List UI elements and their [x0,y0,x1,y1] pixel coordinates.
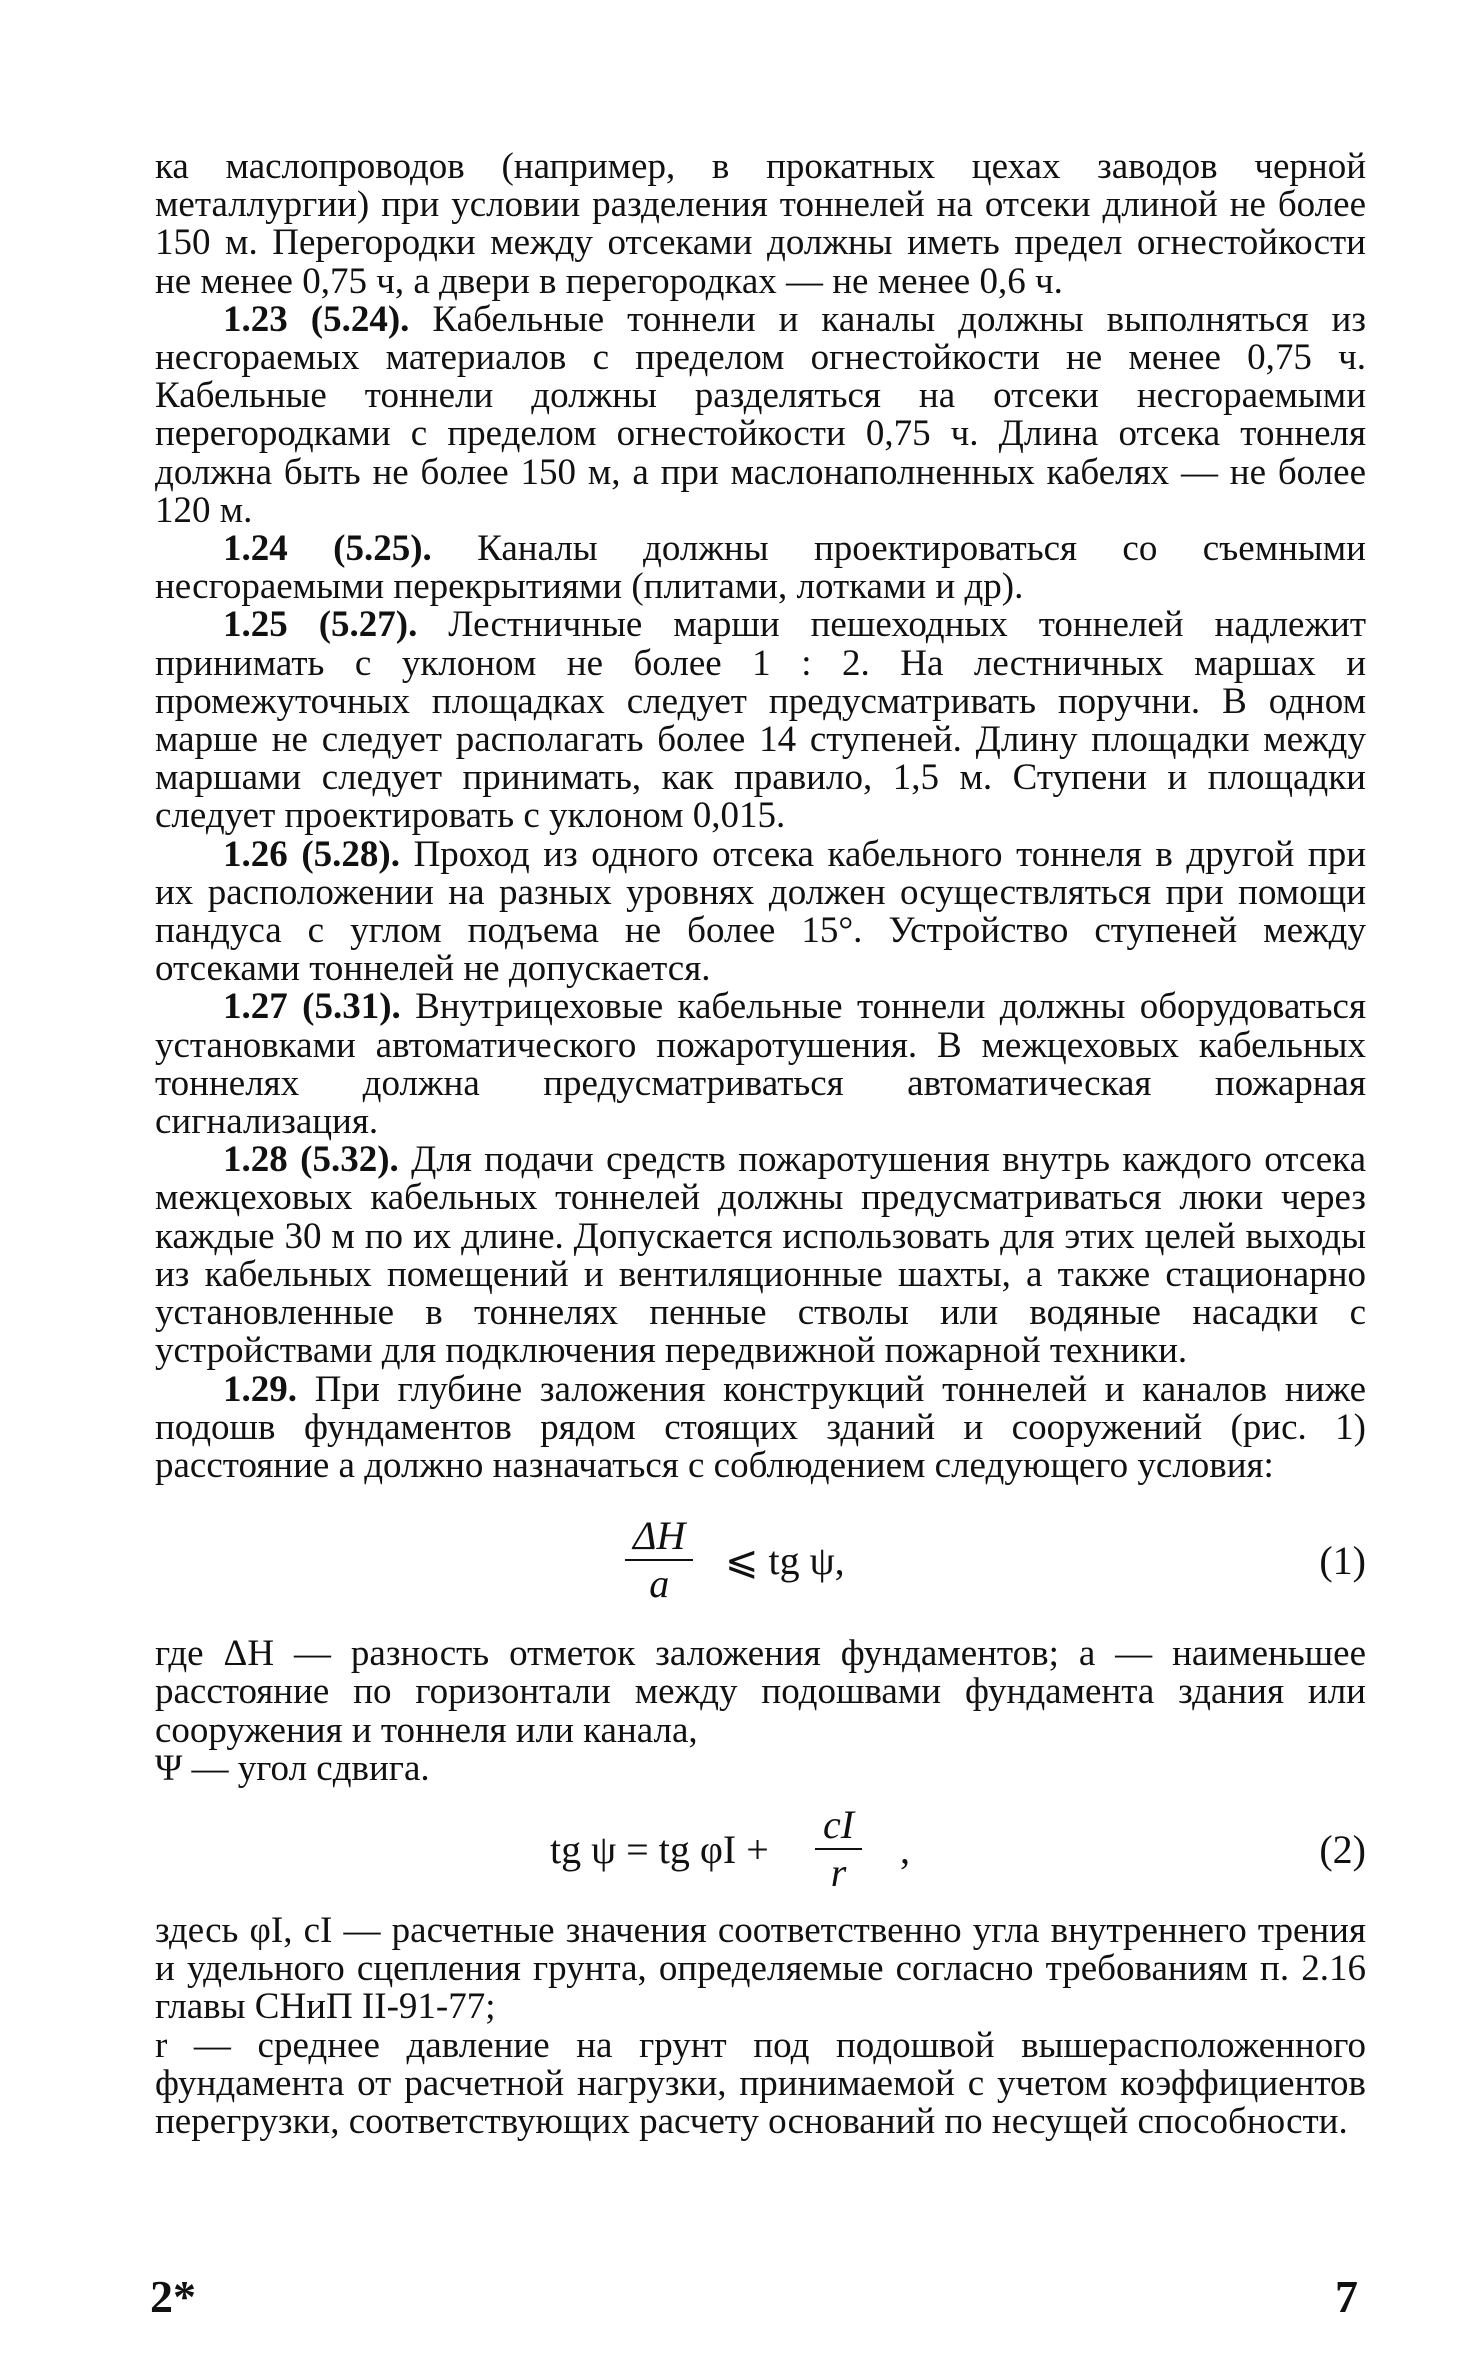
clause-text: При глубине заложения конструкций тоннелей и каналов ниже подошв фундаментов рядом стоящих зданий и сооружений (рис. 1) расстояние a должно назначаться с соблюдением следующего условия: [155,1368,1366,1486]
formula-2-fraction [815,1802,862,1896]
clause-1-28 [155,1141,1366,1370]
definition-r: r — среднее давление на грунт под подошвой вышерасположенного фундамента от расчетной нагрузки, принимаемой с учетом коэффициентов перегрузки, соответствующих расчету оснований по несущей способности. [155,2024,1366,2142]
clause-text: Для подачи средств пожаротушения внутрь каждого отсека межцеховых кабельных тоннелей должны предусматриваться люки через каждые 30 м по их длине. Допускается использовать для этих целей выходы из кабельных помещений и вентиляционные шахты, а также стационарно установленные в тоннелях пенные стволы или водяные насадки с устройствами для подключения передвижной пожарной техники. [155,1139,1366,1372]
clause-number: 1.29. [223,1368,297,1410]
formula-1-fraction [625,1513,693,1607]
clause-text: Лестничные марши пешеходных тоннелей надлежит принимать с уклоном не более 1 : 2. На лестничных маршах и промежуточных площадках следует предусматривать поручни. В одном марше не следует располагать более 14 ступеней. Длину площадки между маршами следует принимать, как правило, 1,5 м. Ступени и площадки следует проектировать с уклоном 0,015. [155,604,1366,837]
clause-number: 1.28 (5.32). [223,1139,399,1181]
body-text [155,148,1366,2141]
paragraph-continued: ка маслопроводов (например, в прокатных цехах заводов черной металлургии) при условии разделения тоннелей на отсеки длиной не более 150 м. Перегородки между отсеками должны иметь предел огнестойкости не менее 0,75 ч, а двери в перегородках — не менее 0,6 ч. [155,146,1366,302]
formula-2-number: (2) [1319,1826,1366,1872]
formula-2-lhs: tg ψ = tg φI + [550,1826,769,1872]
clause-number: 1.25 (5.27). [223,604,418,646]
clause-text: Внутрицеховые кабельные тоннели должны оборудоваться установками автоматического пожаротушения. В межцеховых кабельных тоннелях должна предусматриваться автоматическая пожарная сигнализация. [155,986,1366,1143]
signature-mark: 2* [150,2271,196,2322]
clause-1-29 [155,1368,1366,1486]
formula-1-rhs: ⩽ tg ψ, [725,1538,845,1584]
page-number: 7 [1335,2271,1358,2322]
clause-1-25 [155,606,1366,835]
formula-1-numerator: ΔH [633,1513,686,1559]
clause-1-24 [155,530,1366,606]
clause-text: Проход из одного отсека кабельного тоннеля в другой при их расположении на разных уровнях должен осуществляться при помощи пандуса с углом подъема не более 15°. Устройство ступеней между отсеками тоннелей не допускается. [155,833,1366,990]
formula-1-denominator: a [649,1561,670,1607]
clause-text: Кабельные тоннели и каналы должны выполняться из несгораемых материалов с пределом огнестойкости не менее 0,75 ч. Кабельные тоннели должны разделяться на отсеки несгораемыми перегородками с пределом огнестойкости 0,75 ч. Длина отсека тоннеля должна быть не более 150 м, а при маслонаполненных кабелях — не более 120 м. [155,298,1366,531]
definitions-1: где ΔH — разность отметок заложения фундаментов; a — наименьшее расстояние по горизонтали между подошвами фундамента здания или сооружения и тоннеля или канала, [155,1633,1366,1751]
formula-1 [155,1485,1366,1635]
clause-number: 1.27 (5.31). [223,986,401,1028]
clause-1-23 [155,298,1366,531]
formula-1-number: (1) [1319,1538,1366,1584]
clause-text: Каналы должны проектироваться со съемными несгораемыми перекрытиями (плитами, лотками и др). [155,528,1366,608]
clause-1-26 [155,833,1366,990]
definitions-2: здесь φI, cI — расчетные значения соответственно угла внутреннего трения и удельного сцепления грунта, определяемые согласно требованиям п. 2.16 главы СНиП II-91-77; [155,1909,1366,2028]
formula-2-tail: , [900,1826,910,1872]
formula-2-numerator: cI [823,1801,855,1847]
clause-number: 1.23 (5.24). [223,298,410,340]
clause-number: 1.24 (5.25). [223,528,432,570]
clause-number: 1.26 (5.28). [223,833,400,875]
formula-2 [155,1788,1366,1912]
definition-psi: Ψ — угол сдвига. [155,1747,430,1789]
formula-2-denominator: r [830,1849,847,1895]
clause-1-27 [155,988,1366,1141]
